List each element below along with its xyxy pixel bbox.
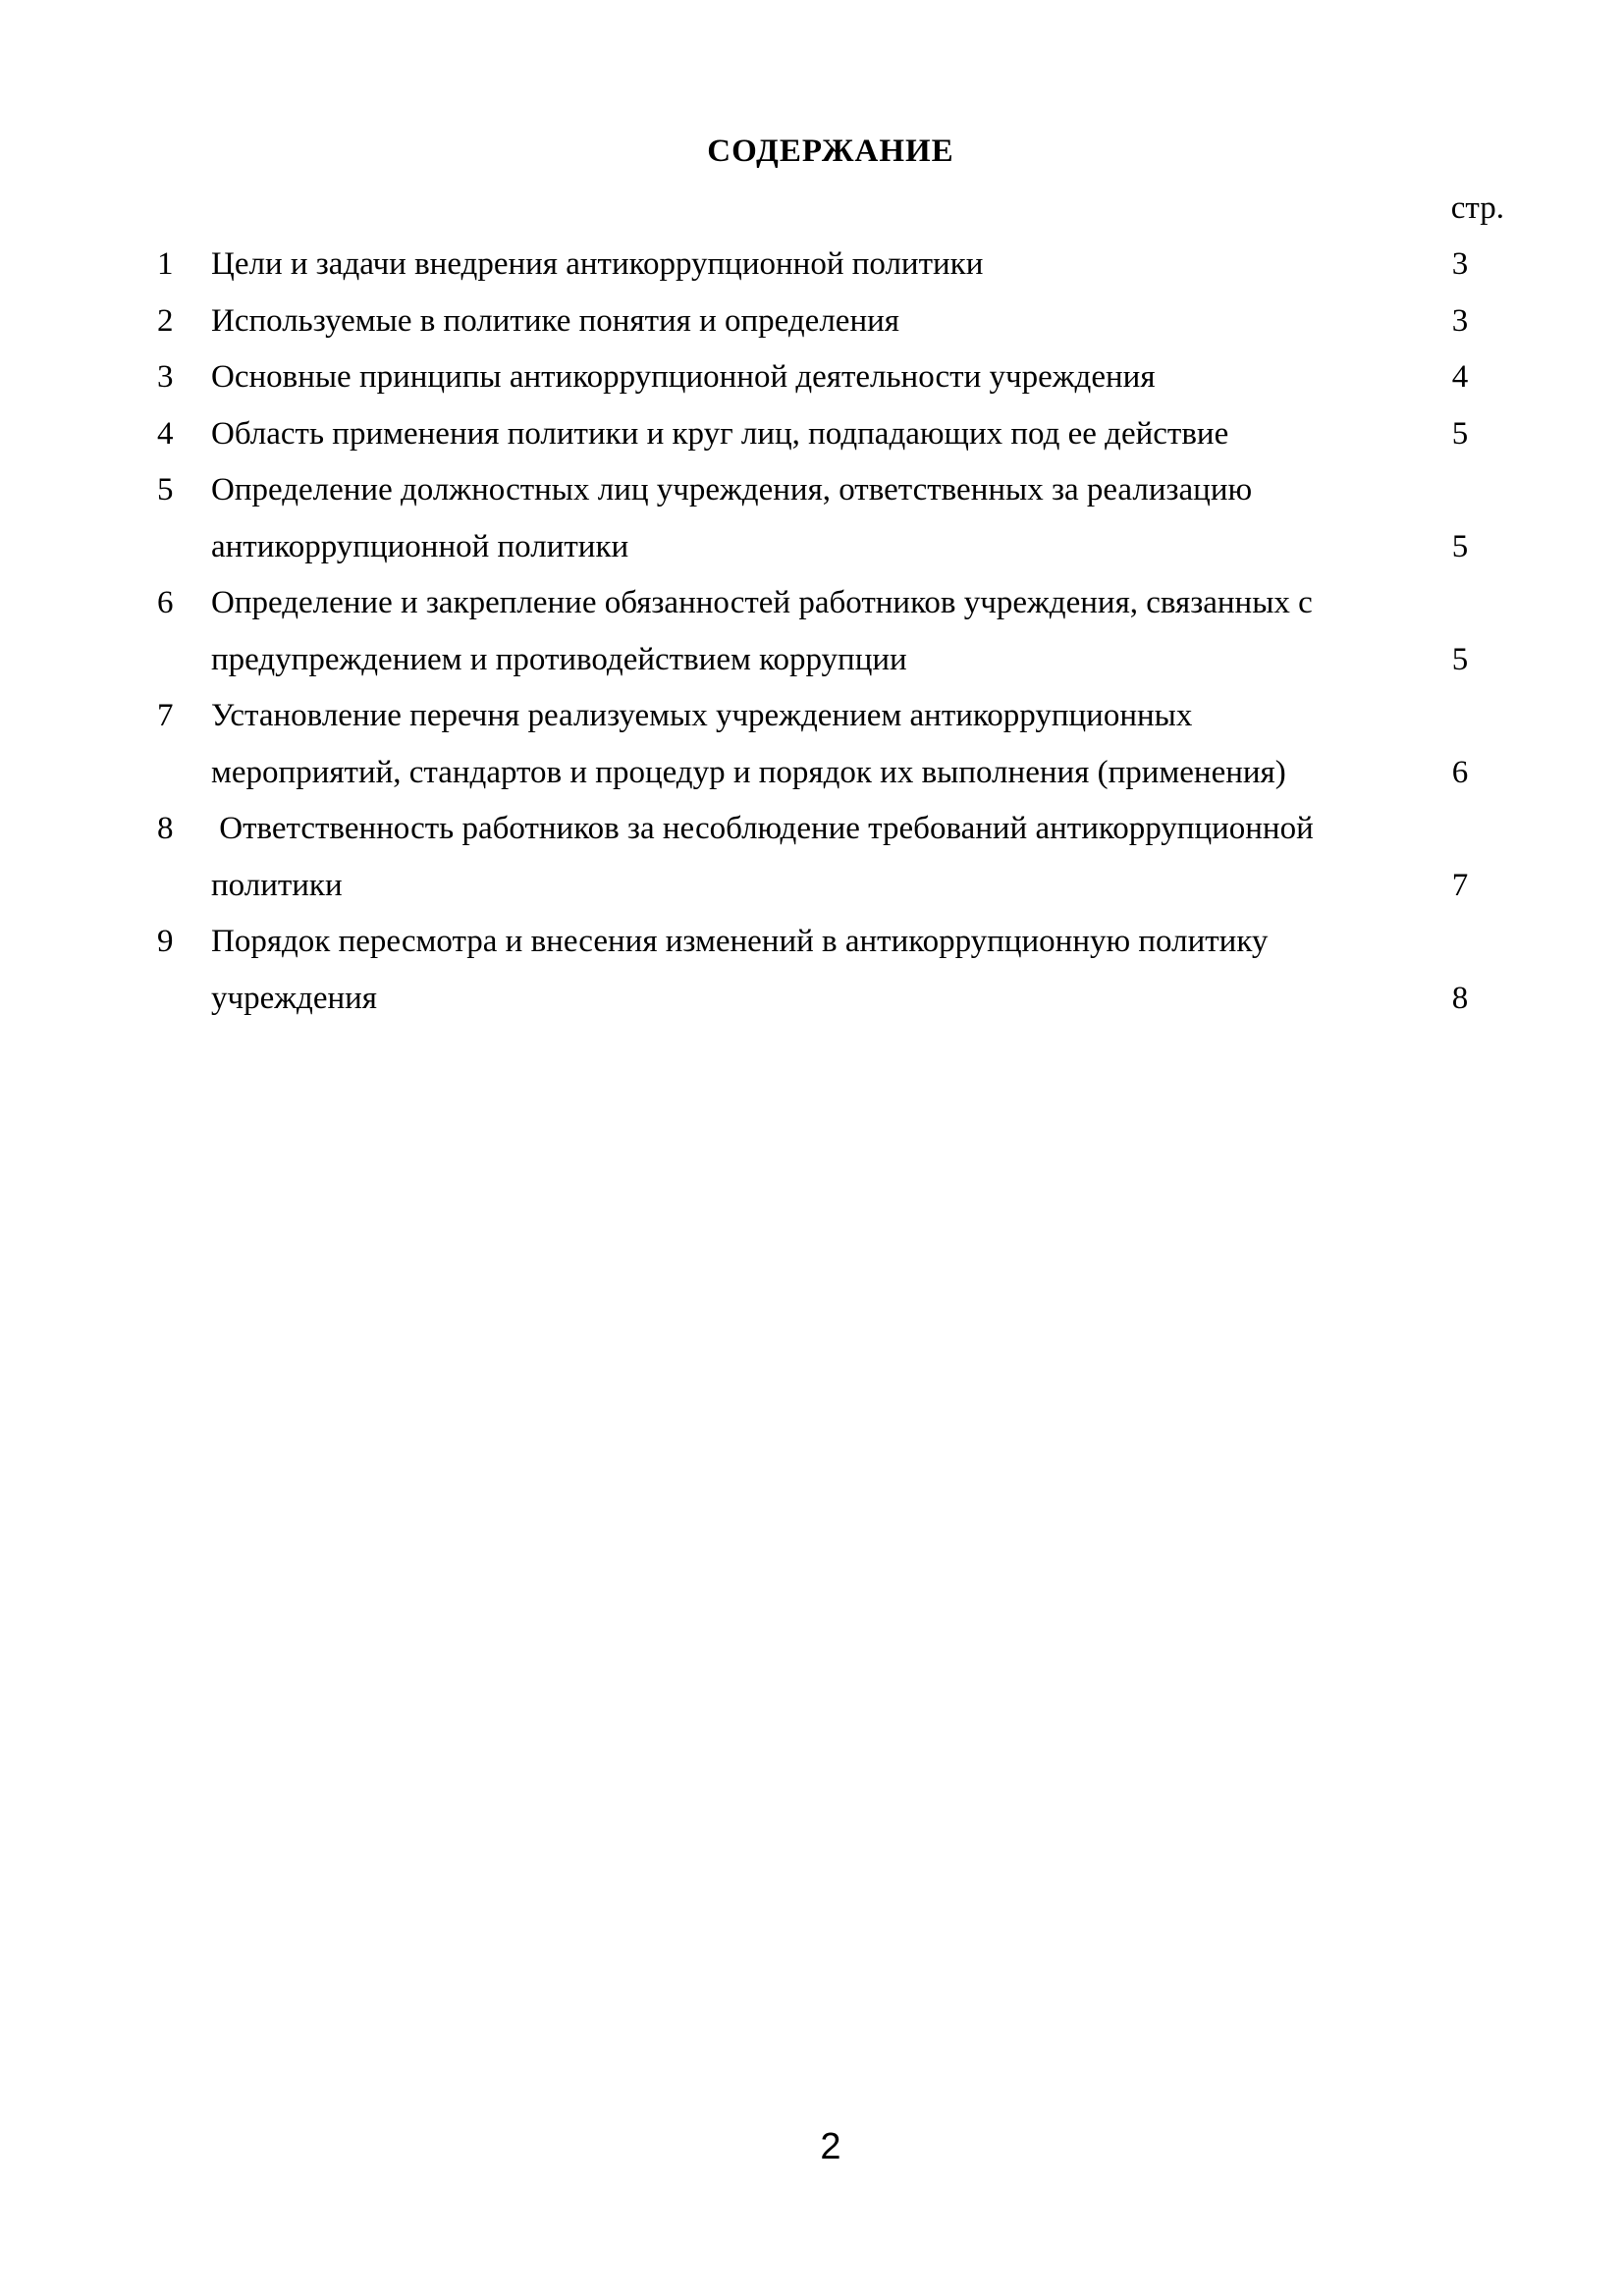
toc-item-number: 6 bbox=[157, 585, 174, 620]
page-column-label: стр. bbox=[1450, 190, 1504, 226]
toc-item-page: 6 bbox=[1451, 754, 1469, 790]
toc-item-line: политики bbox=[211, 867, 343, 903]
toc-item bbox=[157, 575, 1504, 688]
toc-item-number: 1 bbox=[157, 246, 174, 282]
toc-list bbox=[157, 237, 1504, 1027]
toc-item bbox=[157, 237, 1504, 294]
toc-item-number: 7 bbox=[157, 698, 174, 733]
page-title: СОДЕРЖАНИЕ bbox=[707, 133, 954, 169]
toc-item-page: 5 bbox=[1451, 528, 1469, 564]
toc-item-line: Используемые в политике понятия и определения bbox=[211, 302, 899, 339]
toc-item-line: антикоррупционной политики bbox=[211, 528, 629, 564]
toc-item bbox=[157, 406, 1504, 463]
toc-item-number: 3 bbox=[157, 359, 174, 395]
toc-item-number: 8 bbox=[157, 811, 174, 846]
footer-page-number: 2 bbox=[820, 2126, 841, 2167]
toc-item-line: Порядок пересмотра и внесения изменений в антикоррупционную политику bbox=[211, 924, 1269, 959]
toc-item-page: 8 bbox=[1451, 980, 1469, 1016]
toc-item bbox=[157, 914, 1504, 1027]
toc-item-text bbox=[211, 801, 1416, 914]
toc-item-text bbox=[211, 688, 1416, 801]
toc-item-number: 5 bbox=[157, 472, 174, 507]
toc-item-line: предупреждением и противодействием коррупции bbox=[211, 641, 907, 677]
toc-item bbox=[157, 294, 1504, 350]
toc-item-line: Цели и задачи внедрения антикоррупционной политики bbox=[211, 246, 984, 282]
toc-item-number: 9 bbox=[157, 924, 174, 959]
toc-item-line: Установление перечня реализуемых учреждением антикоррупционных bbox=[211, 698, 1193, 733]
toc-item-page: 4 bbox=[1451, 359, 1469, 395]
toc-item-page: 5 bbox=[1451, 641, 1469, 677]
toc-item-page: 3 bbox=[1451, 246, 1469, 282]
toc-item-page: 7 bbox=[1451, 867, 1469, 903]
toc-item bbox=[157, 688, 1504, 801]
toc-item-number: 4 bbox=[157, 415, 174, 452]
toc-item-line: Определение должностных лиц учреждения, ответственных за реализацию bbox=[211, 472, 1253, 507]
toc-item-text bbox=[211, 406, 1416, 463]
toc-item-page: 3 bbox=[1451, 302, 1469, 339]
toc-item-line: Основные принципы антикоррупционной деятельности учреждения bbox=[211, 359, 1156, 395]
toc-item bbox=[157, 801, 1504, 914]
toc-item bbox=[157, 349, 1504, 406]
toc-item-text bbox=[211, 294, 1416, 350]
toc-item-page: 5 bbox=[1451, 415, 1469, 452]
toc-item-line: мероприятий, стандартов и процедур и порядок их выполнения (применения) bbox=[211, 754, 1286, 790]
toc-item-number: 2 bbox=[157, 302, 174, 339]
toc-item-text bbox=[211, 462, 1416, 575]
toc-item-line: Область применения политики и круг лиц, подпадающих под ее действие bbox=[211, 415, 1229, 452]
toc-item-line: учреждения bbox=[211, 980, 377, 1016]
toc-item-text bbox=[211, 349, 1416, 406]
toc-item-text bbox=[211, 914, 1416, 1027]
toc-item-text bbox=[211, 575, 1416, 688]
toc-item bbox=[157, 462, 1504, 575]
toc-item-text bbox=[211, 237, 1416, 294]
toc-item-line: Определение и закрепление обязанностей работников учреждения, связанных с bbox=[211, 585, 1313, 620]
toc-item-line: Ответственность работников за несоблюдение требований антикоррупционной bbox=[211, 811, 1314, 846]
